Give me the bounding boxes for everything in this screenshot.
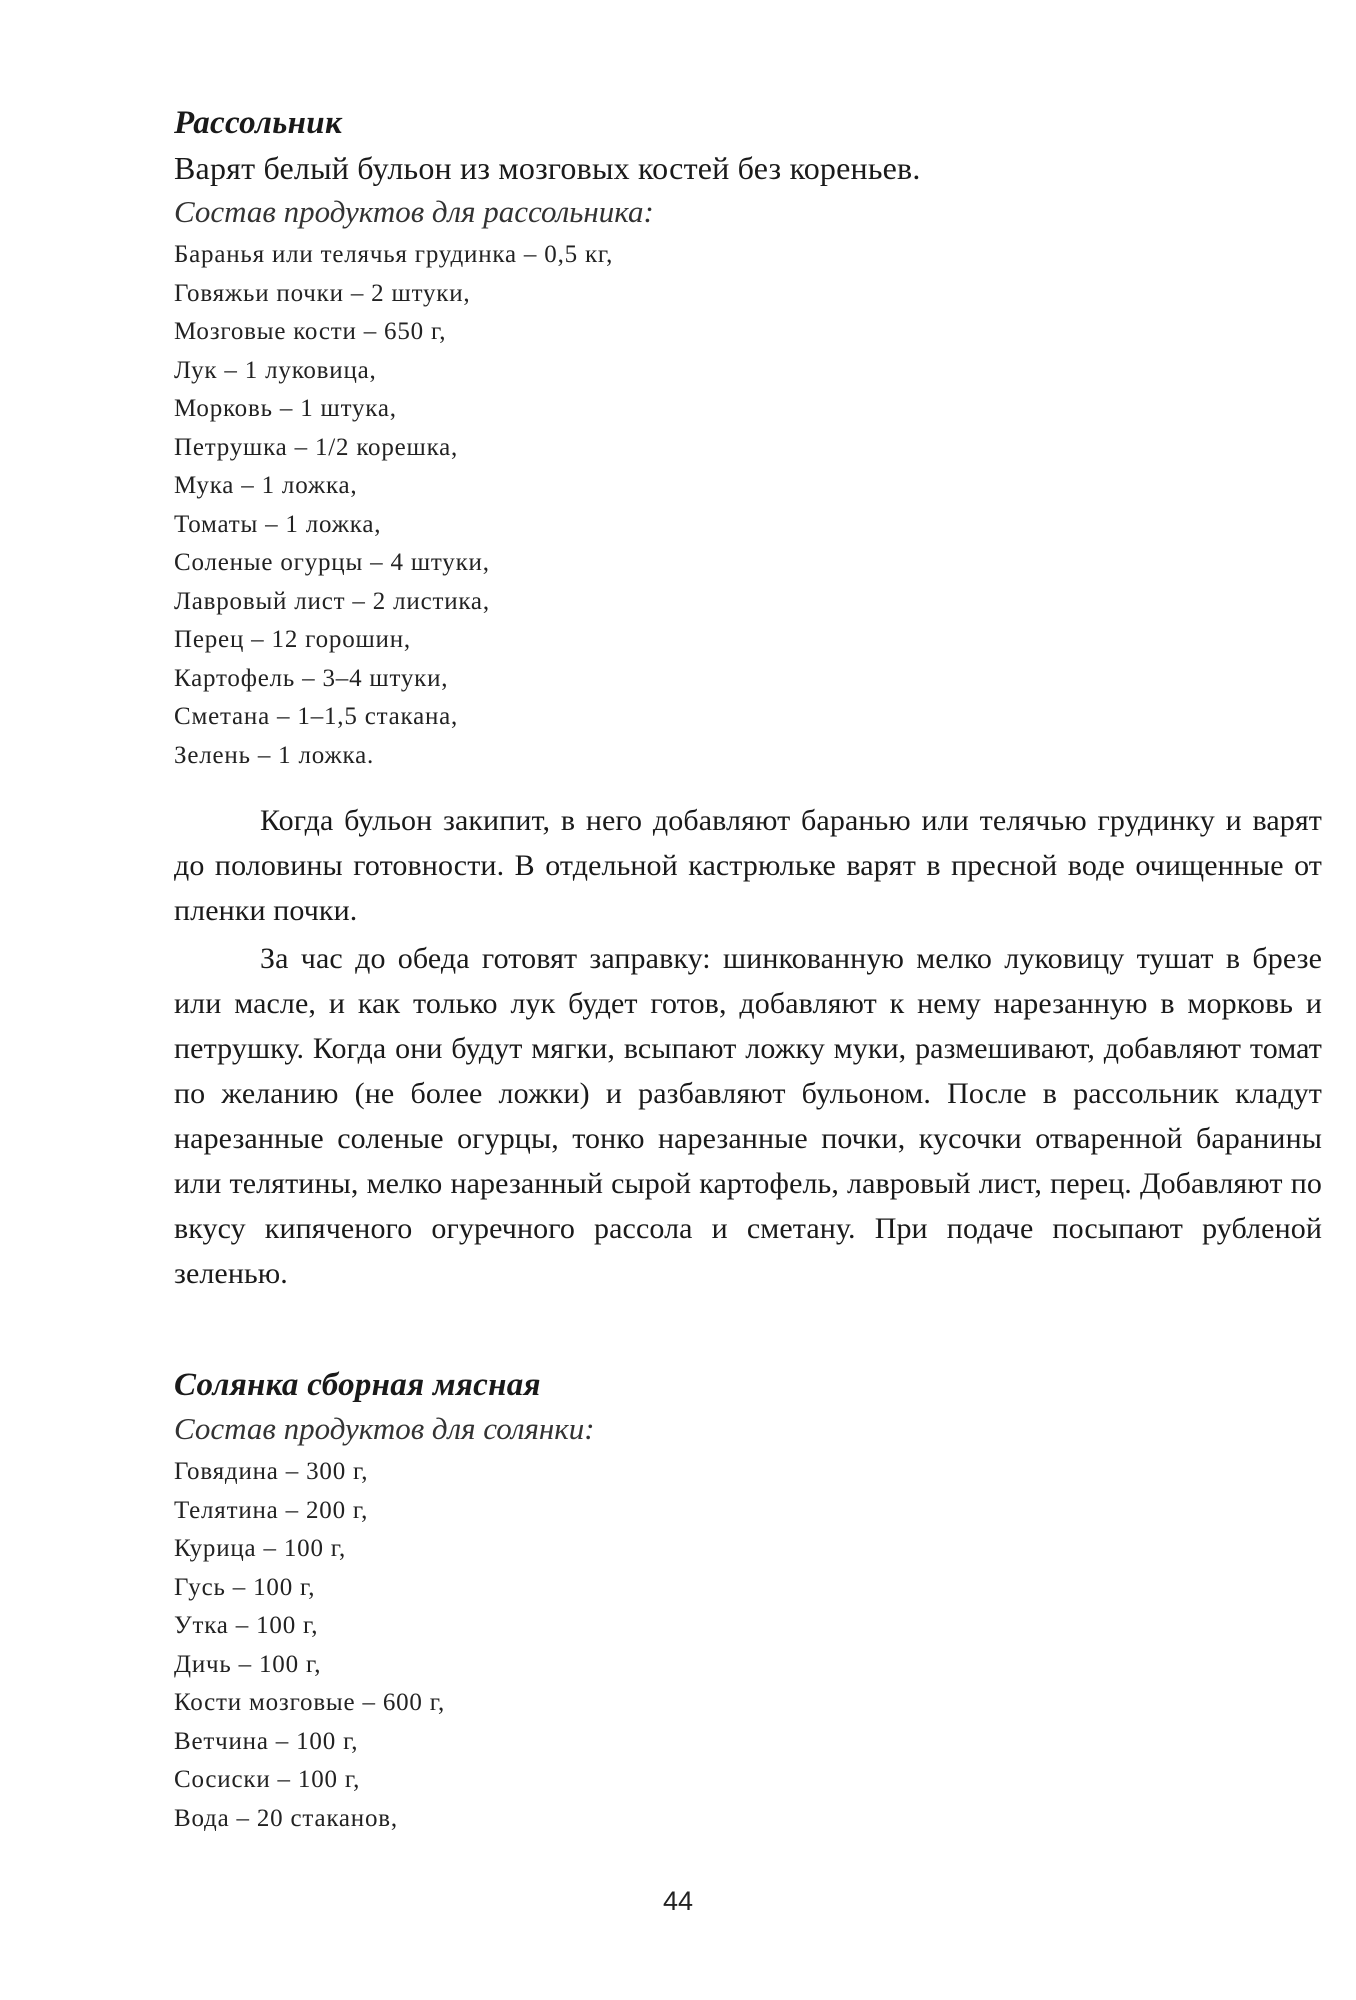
list-item: Картофель – 3–4 штуки,	[174, 664, 449, 692]
ingredients-list	[174, 236, 1324, 775]
list-item: Перец – 12 горошин,	[174, 626, 411, 653]
recipe-rassolnik	[174, 103, 1324, 775]
list-item: Зелень – 1 ложка.	[174, 741, 375, 769]
recipe-title: Рассольник	[174, 105, 342, 141]
list-item: Кости мозговые – 600 г,	[174, 1689, 446, 1716]
list-item: Лавровый лист – 2 листика,	[174, 587, 490, 615]
list-item: Томаты – 1 ложка,	[174, 510, 382, 538]
recipe-title: Солянка сборная мясная	[174, 1367, 541, 1403]
list-item: Петрушка – 1/2 корешка,	[174, 433, 459, 461]
list-item: Мука – 1 ложка,	[174, 472, 358, 499]
list-item: Сосиски – 100 г,	[174, 1766, 361, 1793]
recipe-instructions	[174, 798, 1322, 1299]
list-item: Ветчина – 100 г,	[174, 1727, 359, 1755]
paragraph: Когда бульон закипит, в него добавляют баранью или телячью грудинку и варят до половины готовности. В отдельной кастрюльке варят в пресной воде очищенные от пленки почки.	[174, 804, 1322, 927]
recipe-intro: Варят белый бульон из мозговых костей без кореньев.	[174, 150, 921, 186]
list-item: Телятина – 200 г,	[174, 1496, 369, 1524]
ingredients-heading: Состав продуктов для солянки:	[174, 1411, 595, 1446]
list-item: Курица – 100 г,	[174, 1535, 347, 1562]
list-item: Мозговые кости – 650 г,	[174, 318, 447, 345]
list-item: Вода – 20 стаканов,	[174, 1804, 398, 1832]
list-item: Говяжьи почки – 2 штуки,	[174, 279, 471, 307]
list-item: Соленые огурцы – 4 штуки,	[174, 549, 490, 576]
list-item: Морковь – 1 штука,	[174, 395, 397, 422]
page-number: 44	[662, 1886, 694, 1916]
list-item: Сметана – 1–1,5 стакана,	[174, 703, 459, 730]
paragraph: За час до обеда готовят заправку: шинкованную мелко луковицу тушат в брезе или масле, и как только лук будет готов, добавляют к нему нарезанную в морковь и петрушку. Когда они будут мягки, всыпают ложку муки, размешивают, добавляют томат по желанию (не более ложки) и разбавляют бульоном. После в рассольник кладут нарезанные соленые огурцы, тонко нарезанные почки, кусочки отваренной баранины или телятины, мелко нарезанный сырой картофель, лавровый лист, перец. Добавляют по вкусу кипяченого огуречного рассола и сметану. При подаче посыпают рубленой зеленью.	[174, 942, 1322, 1290]
list-item: Баранья или телячья грудинка – 0,5 кг,	[174, 241, 614, 268]
list-item: Говядина – 300 г,	[174, 1458, 369, 1485]
recipe-solyanka	[174, 1365, 1324, 1838]
ingredients-list	[174, 1453, 1324, 1838]
list-item: Дичь – 100 г,	[174, 1650, 322, 1678]
list-item: Утка – 100 г,	[174, 1612, 319, 1639]
list-item: Гусь – 100 г,	[174, 1573, 316, 1601]
ingredients-heading: Состав продуктов для рассольника:	[174, 194, 654, 229]
list-item: Лук – 1 луковица,	[174, 356, 377, 384]
